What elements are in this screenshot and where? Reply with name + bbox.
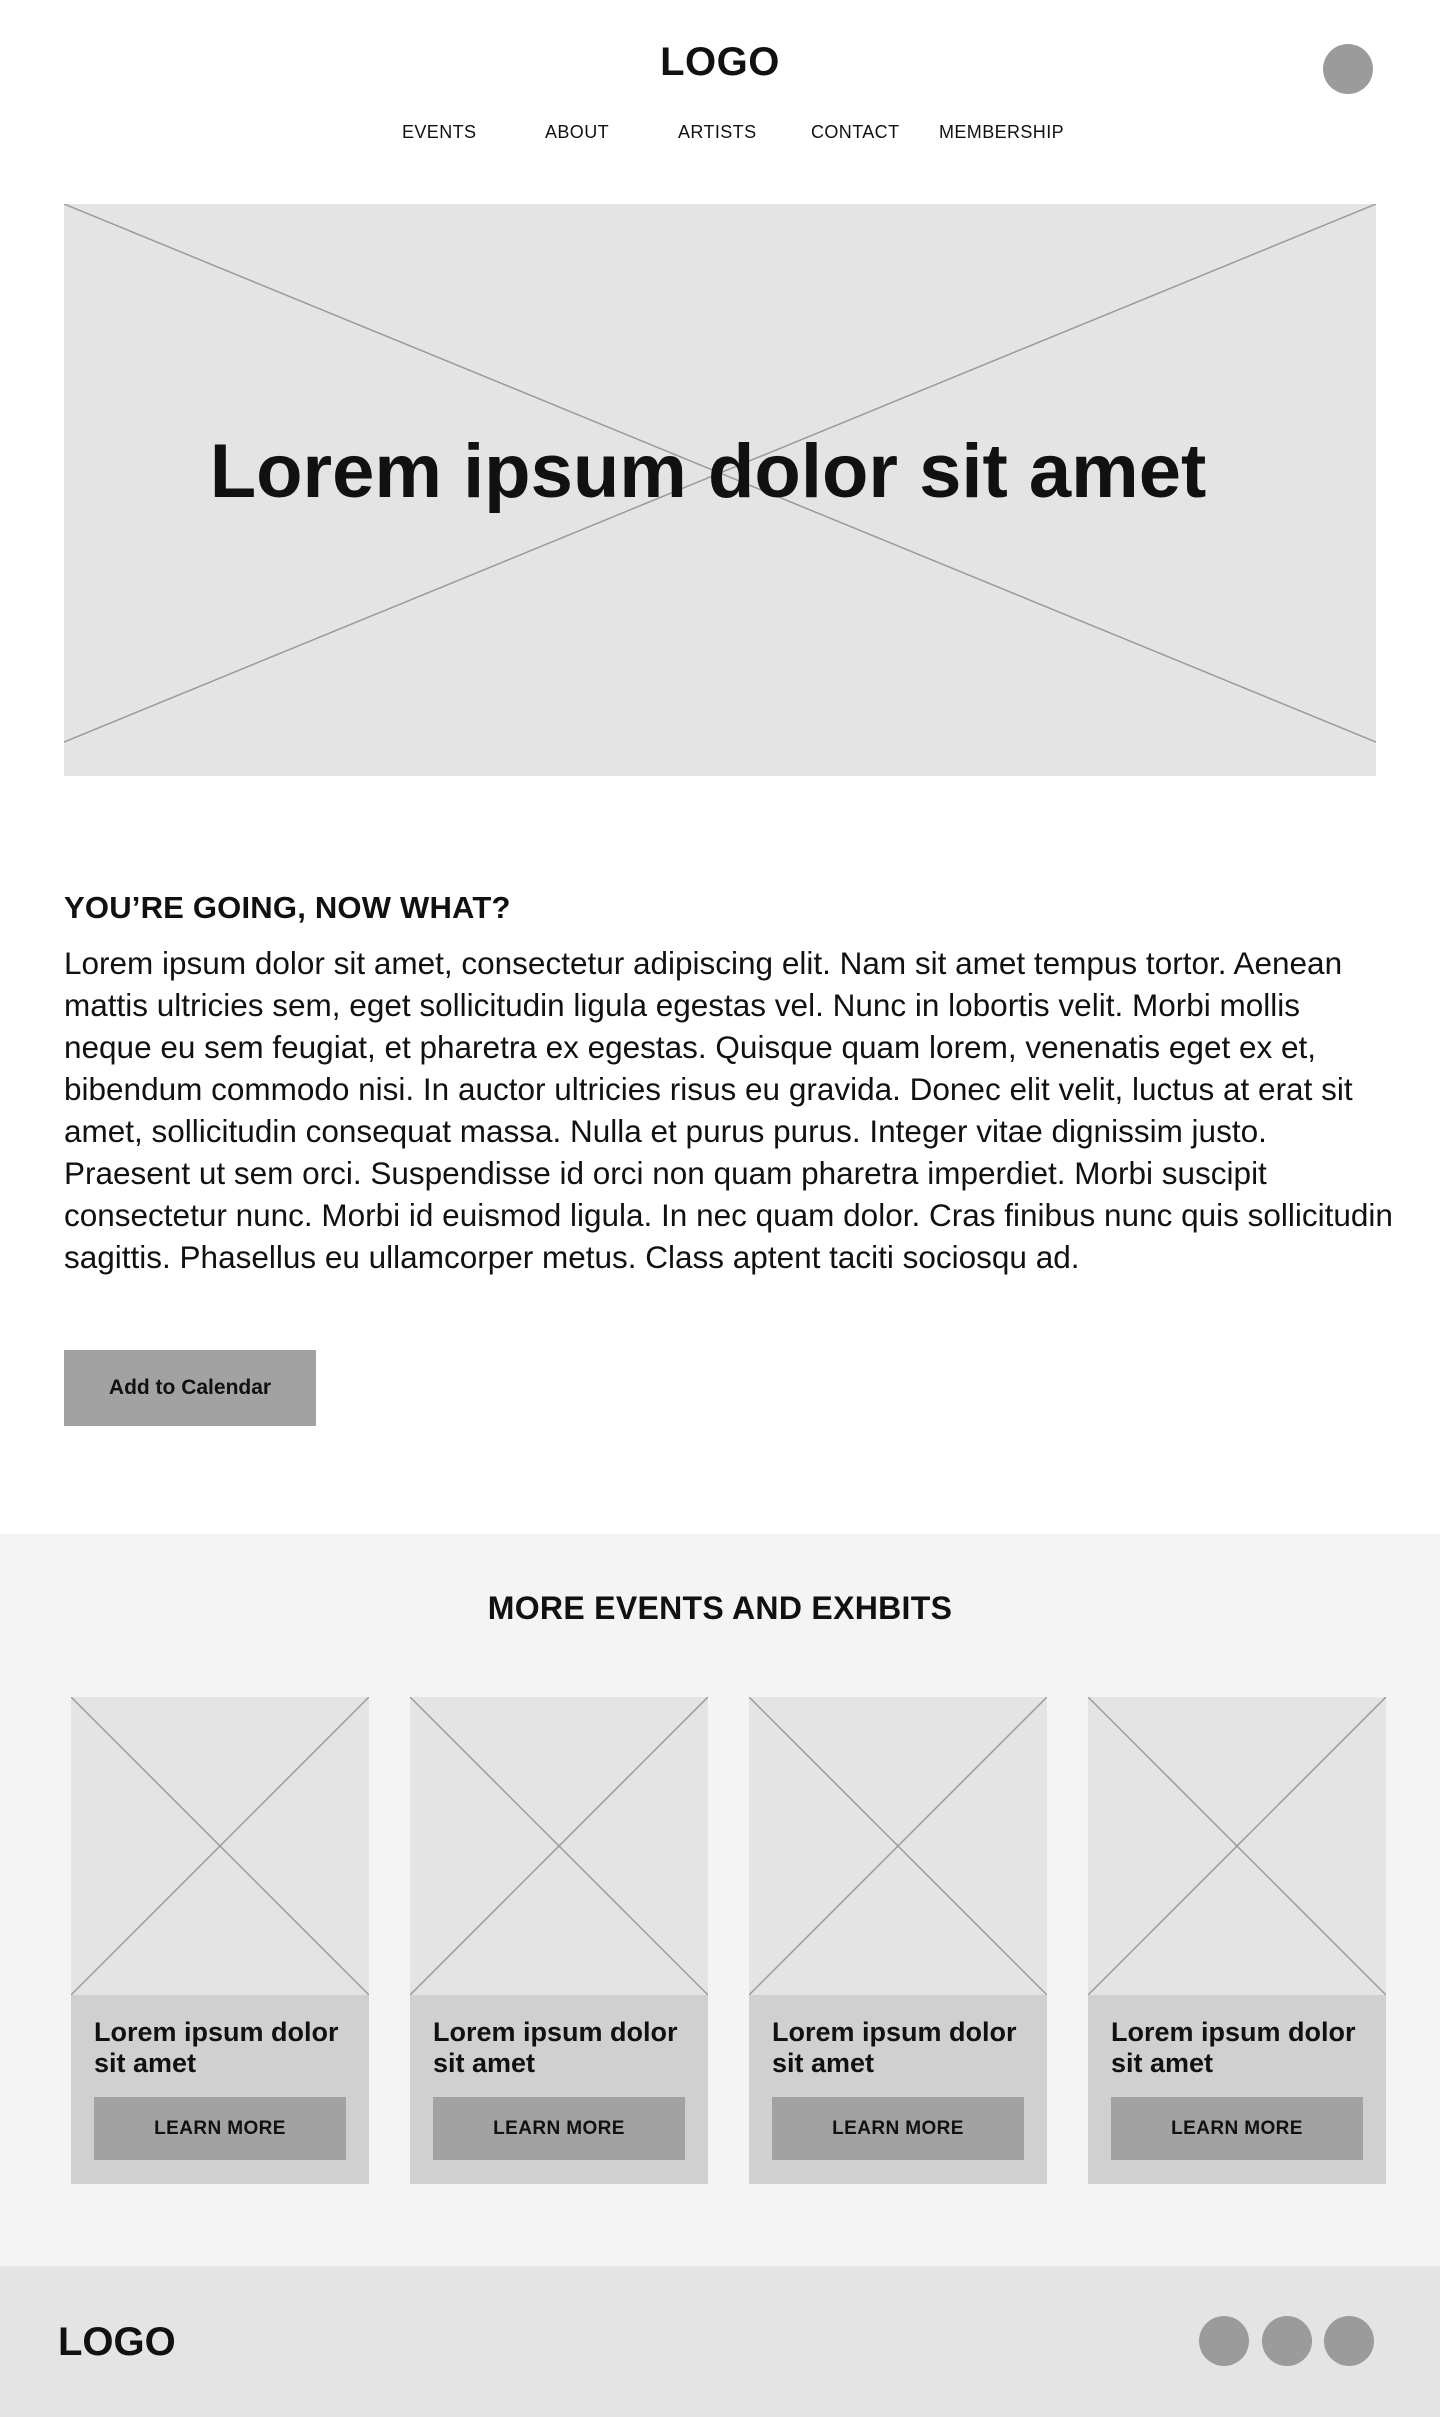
main-nav	[0, 122, 1440, 146]
user-avatar[interactable]	[1323, 44, 1373, 94]
site-footer	[0, 2266, 1440, 2417]
social-icon[interactable]	[1199, 2316, 1249, 2366]
social-icon[interactable]	[1262, 2316, 1312, 2366]
learn-more-button[interactable]: LEARN MORE	[1111, 2097, 1363, 2160]
event-card-title: Lorem ipsum dolor sit amet	[1111, 2017, 1356, 2078]
nav-item-artists[interactable]: ARTISTS	[678, 122, 757, 142]
header-logo[interactable]: LOGO	[660, 40, 780, 84]
site-header	[0, 0, 1440, 170]
event-card-image-placeholder	[71, 1697, 369, 1995]
event-card-image-placeholder	[1088, 1697, 1386, 1995]
event-card-title: Lorem ipsum dolor sit amet	[772, 2017, 1017, 2078]
social-icon[interactable]	[1324, 2316, 1374, 2366]
more-events-section	[0, 1534, 1440, 2266]
hero-title: Lorem ipsum dolor sit amet	[209, 429, 1207, 514]
intro-heading: YOU’RE GOING, NOW WHAT?	[64, 890, 511, 925]
nav-item-about[interactable]: ABOUT	[545, 122, 610, 142]
event-card-image-placeholder	[749, 1697, 1047, 1995]
intro-body-text: Lorem ipsum dolor sit amet, consectetur adipiscing elit. Nam sit amet tempus tortor. Aenean mattis ultricies sem, eget sollicitudin ligula egestas vel. Nunc in lobortis velit. Morbi mollis neque eu sem feugiat, et pharetra ex egestas. Quisque quam lorem, venenatis eget ex et, bibendum commodo nisi. In auctor ultricies risus eu gravida. Donec elit velit, luctus at erat sit amet, sollicitudin consequat massa. Nulla et purus purus. Integer vitae dignissim justo. Praesent ut sem orci. Suspendisse id orci non quam pharetra imperdiet. Morbi suscipit consectetur nunc. Morbi id euismod ligula. In nec quam dolor. Cras finibus nunc quis sollicitudin sagittis. Phasellus eu ullamcorper metus. Class aptent taciti sociosqu ad.	[64, 945, 1393, 1275]
more-events-title: MORE EVENTS AND EXHBITS	[487, 1590, 953, 1626]
event-card-title: Lorem ipsum dolor sit amet	[94, 2017, 339, 2078]
event-card[interactable]	[1088, 1697, 1386, 2184]
nav-item-membership[interactable]: MEMBERSHIP	[939, 122, 1065, 142]
nav-item-events[interactable]: EVENTS	[402, 122, 477, 142]
learn-more-button[interactable]: LEARN MORE	[94, 2097, 346, 2160]
event-card-title: Lorem ipsum dolor sit amet	[433, 2017, 678, 2078]
learn-more-button[interactable]: LEARN MORE	[772, 2097, 1024, 2160]
footer-logo[interactable]: LOGO	[58, 2320, 176, 2364]
event-card[interactable]	[749, 1697, 1047, 2184]
learn-more-button[interactable]: LEARN MORE	[433, 2097, 685, 2160]
event-card-image-placeholder	[410, 1697, 708, 1995]
event-card[interactable]	[410, 1697, 708, 2184]
nav-item-contact[interactable]: CONTACT	[811, 122, 900, 142]
add-to-calendar-button[interactable]: Add to Calendar	[64, 1350, 316, 1426]
event-card[interactable]	[71, 1697, 369, 2184]
hero-banner	[64, 204, 1376, 776]
